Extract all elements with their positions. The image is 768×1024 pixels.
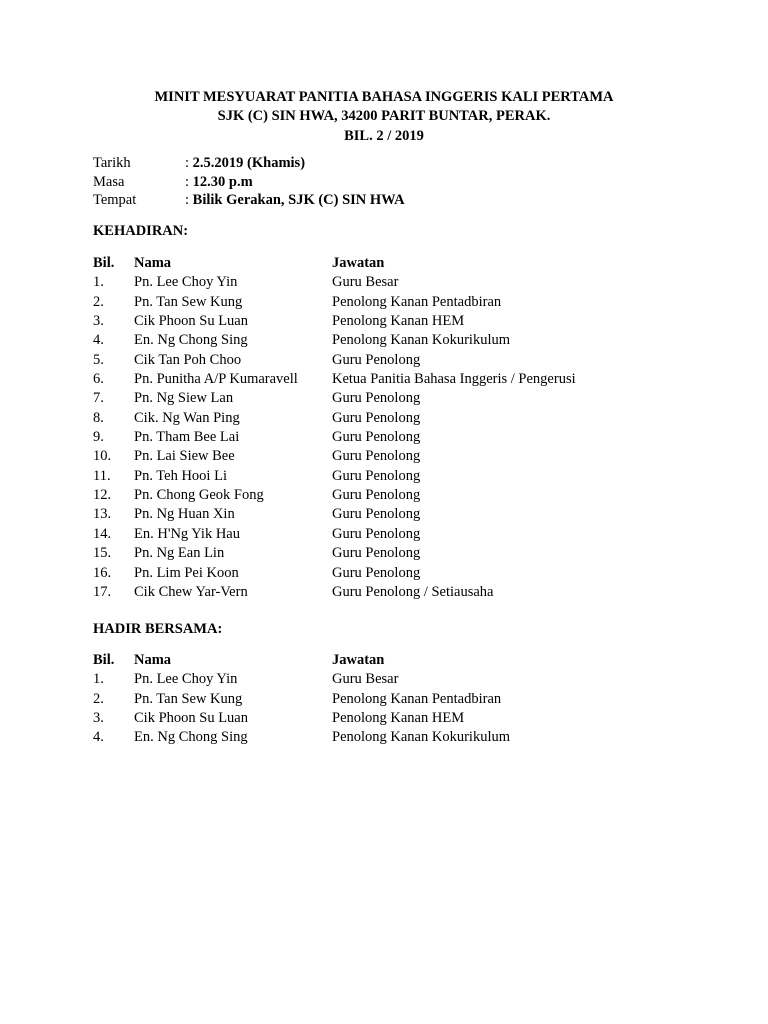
cell-nama: Pn. Lee Choy Yin	[134, 274, 238, 291]
cell-bil: 1.	[93, 274, 104, 291]
table-row	[93, 544, 576, 563]
cell-nama: Pn. Tan Sew Kung	[134, 293, 243, 310]
meta-colon: :	[185, 192, 193, 208]
cell-nama: Cik Phoon Su Luan	[134, 313, 248, 330]
table-row	[93, 331, 576, 350]
cell-nama: En. Ng Chong Sing	[134, 729, 248, 746]
cell-bil: 3.	[93, 710, 104, 727]
cell-jawatan: Guru Penolong	[332, 429, 421, 446]
cell-bil: 2.	[93, 690, 104, 707]
cell-nama: Cik Chew Yar-Vern	[134, 583, 248, 600]
meta-colon: :	[185, 155, 193, 171]
cell-bil: 5.	[93, 351, 104, 368]
cell-bil: 15.	[93, 545, 112, 562]
cell-nama: En. Ng Chong Sing	[134, 332, 248, 349]
cell-nama: Pn. Lee Choy Yin	[134, 671, 238, 688]
table-row	[93, 273, 576, 292]
cell-bil: 14.	[93, 525, 112, 542]
cell-nama: Pn. Lim Pei Koon	[134, 564, 239, 581]
cell-jawatan: Guru Penolong	[332, 564, 421, 581]
table-row	[93, 583, 576, 602]
table-row	[93, 467, 576, 486]
cell-nama: En. H'Ng Yik Hau	[134, 525, 240, 542]
meta-label: Masa	[93, 173, 125, 190]
cell-bil: 17.	[93, 583, 112, 600]
meta-row-masa	[93, 173, 405, 192]
table-row	[93, 690, 510, 709]
document-title	[0, 88, 768, 146]
table-row	[93, 670, 510, 689]
cell-nama: Cik Phoon Su Luan	[134, 710, 248, 727]
cell-bil: 1.	[93, 671, 104, 688]
cell-jawatan: Penolong Kanan Kokurikulum	[332, 332, 511, 349]
cell-nama: Pn. Lai Siew Bee	[134, 448, 235, 465]
meta-value: 12.30 p.m	[192, 173, 253, 190]
meta-row-tempat	[93, 191, 405, 210]
meta-label: Tempat	[93, 192, 137, 208]
cell-bil: 4.	[93, 332, 104, 349]
cell-bil: 13.	[93, 506, 112, 523]
cell-nama: Pn. Teh Hooi Li	[134, 467, 227, 484]
cell-jawatan: Guru Penolong	[332, 467, 421, 484]
cell-nama: Pn. Chong Geok Fong	[134, 487, 264, 504]
cell-nama: Pn. Ng Siew Lan	[134, 390, 234, 407]
cell-jawatan: Guru Penolong	[332, 487, 421, 504]
cell-bil: 11.	[93, 467, 111, 484]
meta-label: Tarikh	[93, 155, 131, 171]
hadir-bersama-table	[93, 651, 510, 748]
cell-nama: Pn. Ng Huan Xin	[134, 506, 235, 523]
header-jawatan: Jawatan	[332, 255, 385, 271]
cell-nama: Pn. Tan Sew Kung	[134, 690, 243, 707]
table-row	[93, 728, 510, 747]
cell-nama: Pn. Punitha A/P Kumaravell	[134, 371, 298, 388]
table-row	[93, 389, 576, 408]
meta-value: Bilik Gerakan, SJK (C) SIN HWA	[192, 192, 405, 208]
cell-bil: 12.	[93, 487, 112, 504]
cell-jawatan: Guru Penolong	[332, 409, 421, 426]
table-row	[93, 293, 576, 312]
table-row	[93, 409, 576, 428]
header-nama: Nama	[134, 652, 172, 668]
meta-value: 2.5.2019 (Khamis)	[192, 155, 306, 171]
cell-jawatan: Penolong Kanan Kokurikulum	[332, 729, 511, 746]
header-jawatan: Jawatan	[332, 652, 385, 668]
table-row	[93, 525, 576, 544]
cell-jawatan: Guru Besar	[332, 274, 399, 291]
title-line-1: MINIT MESYUARAT PANITIA BAHASA INGGERIS KALI PERTAMA	[154, 89, 614, 105]
meta-colon: :	[185, 173, 193, 190]
cell-bil: 3.	[93, 313, 104, 330]
cell-bil: 8.	[93, 409, 104, 426]
table-header-row	[93, 651, 510, 670]
hadir-bersama-heading: HADIR BERSAMA:	[93, 621, 223, 637]
meta-row-tarikh	[93, 154, 405, 173]
table-row	[93, 370, 576, 389]
cell-bil: 16.	[93, 564, 112, 581]
cell-jawatan: Penolong Kanan Pentadbiran	[332, 690, 502, 707]
table-row	[93, 447, 576, 466]
table-row	[93, 564, 576, 583]
table-row	[93, 505, 576, 524]
cell-jawatan: Ketua Panitia Bahasa Inggeris / Pengerusi	[332, 371, 576, 388]
cell-jawatan: Penolong Kanan HEM	[332, 313, 465, 330]
header-bil: Bil.	[93, 255, 115, 271]
cell-jawatan: Guru Penolong	[332, 525, 421, 542]
cell-bil: 4.	[93, 729, 104, 746]
cell-bil: 9.	[93, 429, 104, 446]
cell-jawatan: Guru Besar	[332, 671, 399, 688]
table-row	[93, 709, 510, 728]
cell-jawatan: Guru Penolong	[332, 448, 421, 465]
cell-nama: Cik. Ng Wan Ping	[134, 409, 240, 426]
table-row	[93, 486, 576, 505]
table-header-row	[93, 254, 576, 273]
table-row	[93, 428, 576, 447]
cell-jawatan: Guru Penolong	[332, 390, 421, 407]
cell-bil: 6.	[93, 371, 104, 388]
cell-jawatan: Penolong Kanan HEM	[332, 710, 465, 727]
cell-jawatan: Penolong Kanan Pentadbiran	[332, 293, 502, 310]
cell-jawatan: Guru Penolong	[332, 506, 421, 523]
header-nama: Nama	[134, 255, 172, 271]
cell-nama: Cik Tan Poh Choo	[134, 351, 242, 368]
header-bil: Bil.	[93, 652, 115, 668]
title-line-2: SJK (C) SIN HWA, 34200 PARIT BUNTAR, PERAK.	[217, 108, 551, 125]
cell-jawatan: Guru Penolong / Setiausaha	[332, 583, 494, 600]
cell-bil: 7.	[93, 390, 104, 407]
meeting-details	[93, 154, 405, 210]
table-row	[93, 312, 576, 331]
cell-jawatan: Guru Penolong	[332, 351, 421, 368]
table-row	[93, 351, 576, 370]
cell-bil: 10.	[93, 448, 112, 465]
cell-jawatan: Guru Penolong	[332, 545, 421, 562]
kehadiran-heading: KEHADIRAN:	[93, 223, 189, 239]
cell-nama: Pn. Tham Bee Lai	[134, 429, 240, 446]
title-line-3: BIL. 2 / 2019	[344, 127, 424, 144]
cell-bil: 2.	[93, 293, 104, 310]
kehadiran-table	[93, 254, 576, 602]
cell-nama: Pn. Ng Ean Lin	[134, 545, 225, 562]
